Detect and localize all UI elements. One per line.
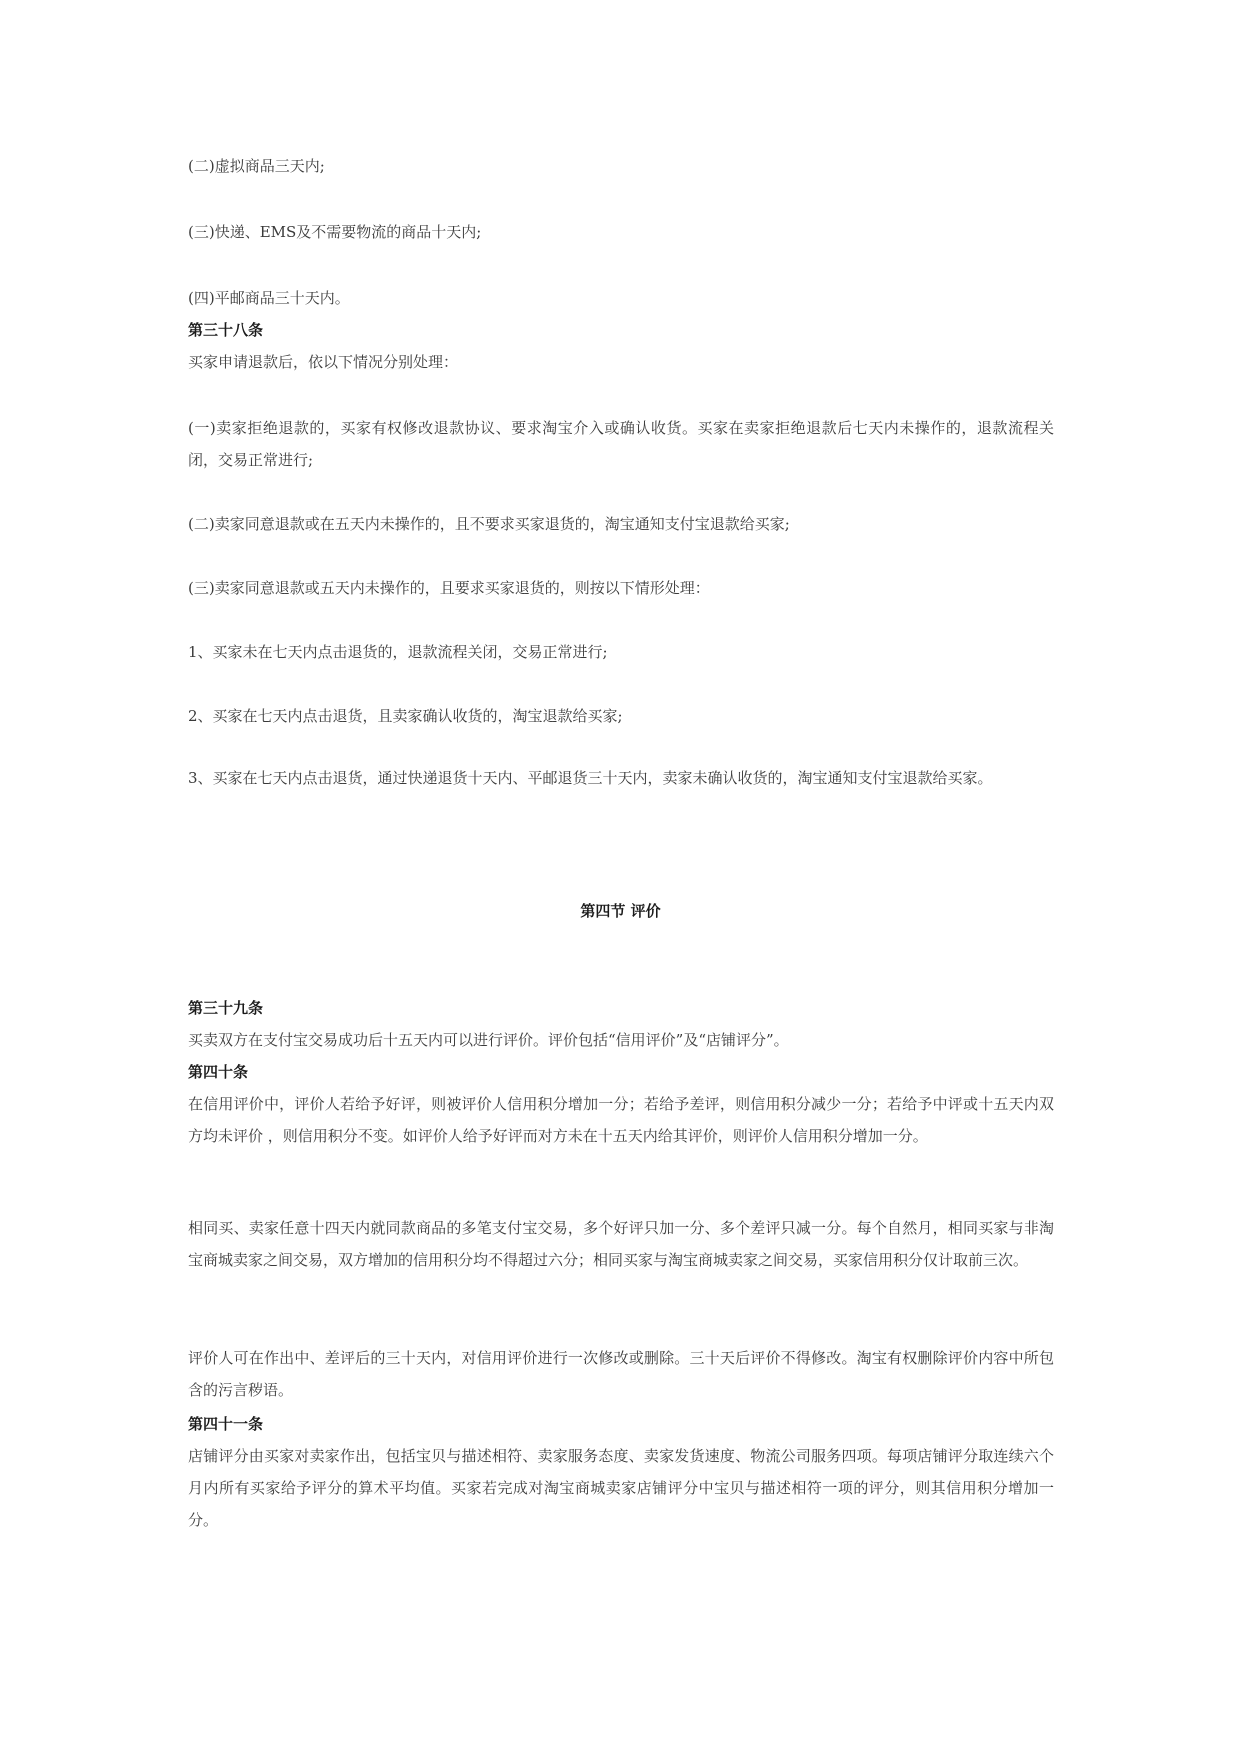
article-40-paragraph-3: 评价人可在作出中、差评后的三十天内，对信用评价进行一次修改或删除。三十天后评价不得修改。淘宝有权删除评价内容中所包含的污言秽语。 — [188, 1349, 1054, 1399]
article-38-item-3: (三)卖家同意退款或五天内未操作的，且要求买家退货的，则按以下情形处理： — [188, 579, 710, 597]
article-40-paragraph-1: 在信用评价中，评价人若给予好评，则被评价人信用积分增加一分；若给予差评，则信用积分减少一分；若给予中评或十五天内双方均未评价 ，则信用积分不变。如评价人给予好评而对方未在十五天内给其评价，则评价人信用积分增加一分。 — [188, 1095, 1054, 1145]
article-38-sub-2: 2、买家在七天内点击退货，且卖家确认收货的，淘宝退款给买家; — [188, 707, 623, 725]
article-41-title: 第四十一条 — [188, 1415, 264, 1433]
article-40-title: 第四十条 — [188, 1063, 249, 1081]
article-40-paragraph-2: 相同买、卖家任意十四天内就同款商品的多笔支付宝交易，多个好评只加一分、多个差评只减一分。每个自然月，相同买家与非淘宝商城卖家之间交易，双方增加的信用积分均不得超过六分；相同买家与淘宝商城卖家之间交易，买家信用积分仅计取前三次。 — [188, 1219, 1054, 1269]
section-4-heading: 第四节 评价 — [580, 902, 661, 920]
article-38-sub-1: 1、买家未在七天内点击退货的，退款流程关闭，交易正常进行; — [188, 643, 608, 661]
article-41-text: 店铺评分由买家对卖家作出，包括宝贝与描述相符、卖家服务态度、卖家发货速度、物流公司服务四项。每项店铺评分取连续六个月内所有买家给予评分的算术平均值。买家若完成对淘宝商城卖家店铺评分中宝贝与描述相符一项的评分，则其信用积分增加一分。 — [188, 1447, 1054, 1529]
article-39-text: 买卖双方在支付宝交易成功后十五天内可以进行评价。评价包括“信用评价”及“店铺评分”。 — [188, 1031, 789, 1049]
article-38-sub-3: 3、买家在七天内点击退货，通过快递退货十天内、平邮退货三十天内，卖家未确认收货的，淘宝通知支付宝退款给买家。 — [188, 769, 993, 787]
article-39-title: 第三十九条 — [188, 999, 264, 1017]
paragraph-post-goods: (四)平邮商品三十天内。 — [188, 289, 350, 307]
article-38-item-2: (二)卖家同意退款或在五天内未操作的，且不要求买家退货的，淘宝通知支付宝退款给买家; — [188, 515, 790, 533]
article-38-intro: 买家申请退款后，依以下情况分别处理： — [188, 353, 459, 371]
paragraph-virtual-goods: (二)虚拟商品三天内; — [188, 157, 325, 175]
article-38-title: 第三十八条 — [188, 321, 264, 339]
paragraph-express-goods: (三)快递、EMS及不需要物流的商品十天内; — [188, 223, 482, 241]
article-38-item-1: (一)卖家拒绝退款的，买家有权修改退款协议、要求淘宝介入或确认收货。买家在卖家拒绝退款后七天内未操作的，退款流程关闭，交易正常进行; — [188, 419, 1054, 469]
